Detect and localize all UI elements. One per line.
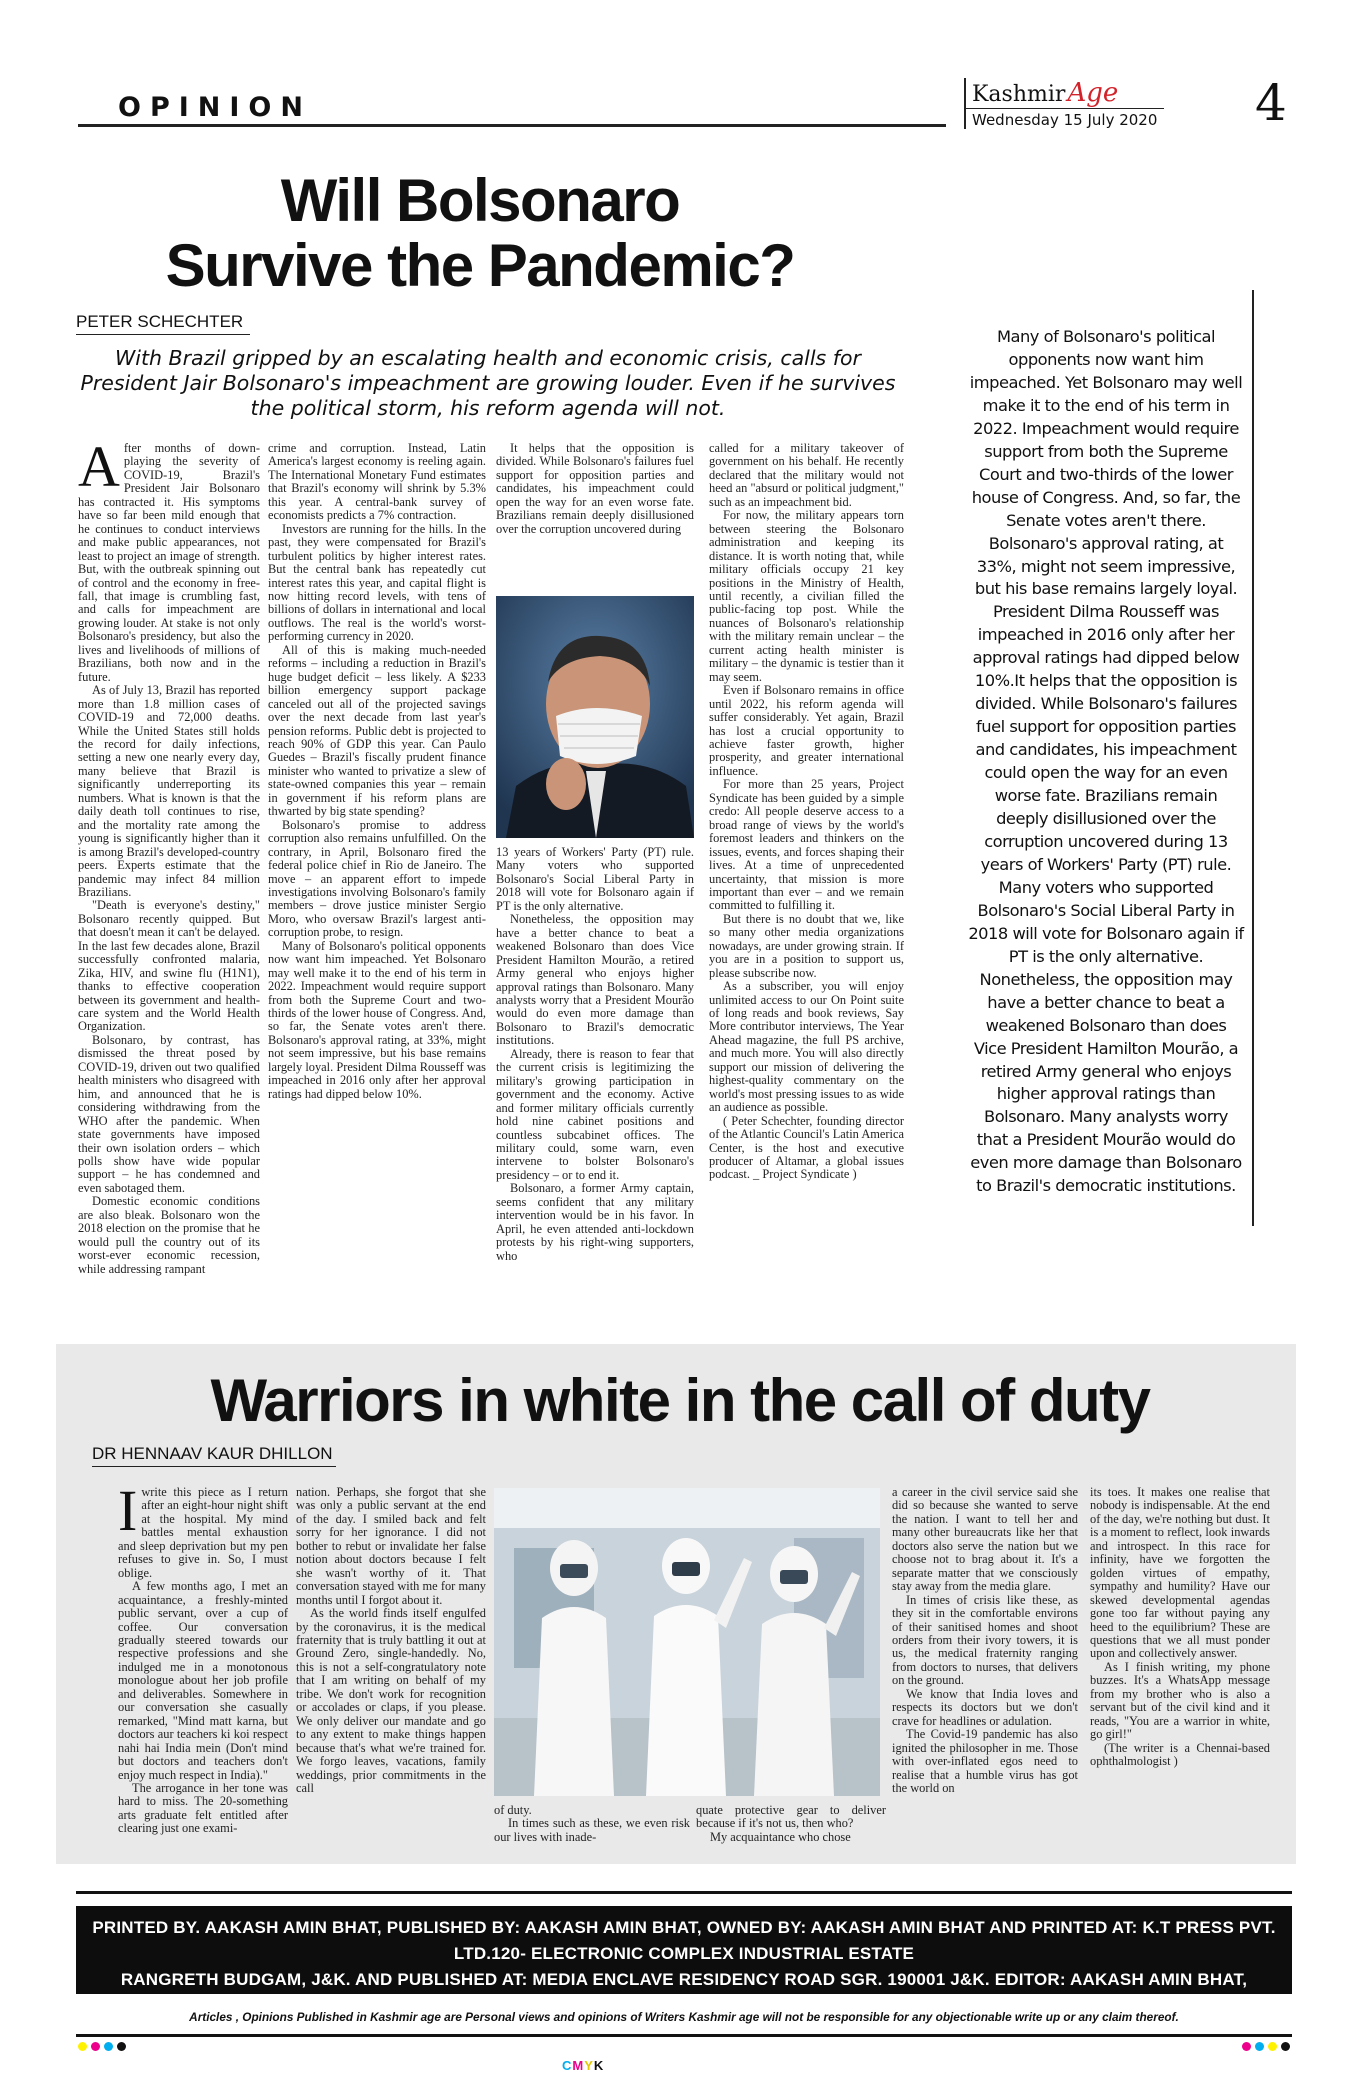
article2-column-4 <box>696 1804 886 1850</box>
article1-headline <box>120 168 840 298</box>
article1-column-1 <box>78 442 260 1302</box>
imprint-line-2: RANGRETH BUDGAM, J&K. AND PUBLISHED AT: MEDIA ENCLAVE RESIDENCY ROAD SGR. 190001 J&K. EDITOR: AAKASH AMIN BHAT, JKENG/2006/23952 <box>120 1970 1248 2015</box>
magenta-dot-icon <box>1242 2042 1251 2051</box>
article1-column-2 <box>268 442 486 1302</box>
masthead-logo <box>964 78 1164 108</box>
article2-dropcap: I <box>118 1486 138 1543</box>
pullquote: Many of Bolsonaro's political opponents now want him impeached. Yet Bolsonaro may well make it to the end of his term in 2022. Impeachment would require support from both the Supreme Court and two-thirds of the lower house of Congress. And, so far, the Senate votes aren't there. Bolsonaro's approval rating, at 33%, might not seem impressive, but his base remains largely loyal. President Dilma Rousseff was impeached in 2016 only after her approval ratings had dipped below 10%.It helps that the opposition is divided. While Bolsonaro's failures fuel support for opposition parties and candidates, his impeachment could open the way for an even worse fate. Brazilians remain deeply disillusioned over the corruption uncovered during 13 years of Workers' Party (PT) rule. Many voters who supported Bolsonaro's Social Liberal Party in 2018 will vote for Bolsonaro again if PT is the only alternative. Nonetheless, the opposition may have a better chance to beat a weakened Bolsonaro than does Vice President Hamilton Mourão, a retired Army general who enjoys higher approval ratings than Bolsonaro. Many analysts worry that a President Mourão would do even more damage than Bolsonaro to Brazil's democratic institutions. <box>968 327 1244 1196</box>
article1-column-3-top <box>496 442 694 592</box>
cmyk-c: C <box>562 2058 573 2073</box>
bolsonaro-photo <box>496 596 694 838</box>
article1-headline-line1: Will Bolsonaro <box>280 167 680 234</box>
imprint-block <box>76 1906 1292 2015</box>
yellow-dot-icon <box>1268 2042 1277 2051</box>
article1-paragraph: Already, there is reason to fear that the current crisis is legitimizing the military's growing participation in government and the economy. Active and former military officials currently hold nine cabinet positions and countless subcabinet offices. The military could, some warn, even intervene to bolster Bolsonaro's presidency – or to end it. <box>496 1046 694 1182</box>
cmyk-mark <box>562 2058 604 2073</box>
imprint-line-1: PRINTED BY. AAKASH AMIN BHAT, PUBLISHED BY: AAKASH AMIN BHAT, OWNED BY: AAKASH AMIN BHAT AND PRINTED AT: K.T PRESS PVT. LTD.120- ELECTRONIC COMPLEX INDUSTRIAL ESTATE <box>92 1918 1276 1963</box>
article1-paragraph: After months of down-playing the severity of COVID-19, Brazil's President Jair Bolsonaro has contracted it. His symptoms have so far been mild enough that he continues to conduct interviews and make public appearances, not least to project an image of strength. But, with the outbreak spinning out of control and the economy in free-fall, that image is crumbling fast, and calls for impeachment are growing louder. At stake is not only Bolsonaro's presidency, but also the lives and livelihoods of millions of Brazilians, both now and in the future. <box>78 442 260 684</box>
article1-paragraph: But there is no doubt that we, like so many other media organizations nowadays, are under growing strain. If you are in a position to support us, please subscribe now. <box>709 911 904 980</box>
disclaimer: Articles , Opinions Published in Kashmir age are Personal views and opinions of Writers Kashmir age will not be responsible for any objectionable write up or any claim thereof. <box>189 2010 1179 2024</box>
article1-paragraph: Nonetheless, the opposition may have a better chance to beat a weakened Bolsonaro than does Vice President Hamilton Mourão, a retired Army general who enjoys higher approval ratings than Bolsonaro. Many analysts worry that a President Mourão would do even more damage than Bolsonaro to Brazil's democratic institutions. <box>496 912 694 1048</box>
article2-column-6 <box>1090 1486 1270 1846</box>
article1-paragraph: Many of Bolsonaro's political opponents now want him impeached. Yet Bolsonaro may well make it to the end of his term in 2022. Impeachment would require support from both the Supreme Court and two-thirds of the lower house of Congress. And, so far, the Senate votes aren't there. Bolsonaro's approval rating, at 33%, might not seem impressive, but his base remains largely loyal. President Dilma Rousseff was impeached in 2016 only after her approval ratings had dipped below 10%. <box>268 938 486 1101</box>
bolsonaro-photo-illustration <box>496 596 694 838</box>
issue-date: Wednesday 15 July 2020 <box>964 108 1164 129</box>
article1-paragraph: As a subscriber, you will enjoy unlimited access to our On Point suite of long reads and book reviews, Say More contributor interviews, The Year Ahead magazine, the full PS archive, and much more. You will also directly support our mission of delivering the highest-quality commentary on the world's most pressing issues to as wide an audience as possible. <box>709 979 904 1115</box>
article1-paragraph: For more than 25 years, Project Syndicate has been guided by a simple credo: All people deserve access to a broad range of views by the world's foremost leaders and thinkers on the issues, events, and forces shaping their lives. At a time of unprecedented uncertainty, that mission is more important than ever – and we remain committed to fulfilling it. <box>709 777 904 913</box>
article1-paragraph: Even if Bolsonaro remains in office until 2022, his reform agenda will suffer considerably. Yet again, Brazil has lost a crucial opportunity to achieve faster growth, higher prosperity, and greater international influence. <box>709 683 904 778</box>
article2-column-1 <box>118 1486 288 1846</box>
black-dot-icon <box>1281 2042 1290 2051</box>
masthead-age: Age <box>1067 78 1119 108</box>
article2-paragraph: A few months ago, I met an acquaintance, a freshly-minted public servant, over a cup of coffee. Our conversation gradually steered towards our respective professions and she indulged me in a monotonous monologue about her job profile and deliverables. Somewhere in our conversation she casually remarked, "Mind matt karna, but doctors aur teachers ki koi respect nahi hai India mein (Don't mind but doctors and teachers don't enjoy much respect in India)." <box>118 1579 288 1782</box>
article1-column-3-bottom <box>496 846 694 1302</box>
article1-author-note: ( Peter Schechter, founding director of the Atlantic Council's Latin America Center, is the host and executive producer of Altamar, a global issues podcast. _ Project Syndicate ) <box>709 1113 904 1182</box>
cmyk-y: Y <box>584 2058 594 2073</box>
registration-marks-right <box>1242 2042 1290 2051</box>
cyan-dot-icon <box>104 2042 113 2051</box>
article2-column-5 <box>892 1486 1078 1846</box>
article2-paragraph: a career in the civil service said she did so because she wanted to serve the nation. I want to tell her and many other bureaucrats like her that doctors also serve the nation but we choose not to brag about it. It's a separate matter that we consciously stay away from the media glare. <box>892 1486 1078 1594</box>
black-dot-icon <box>117 2042 126 2051</box>
yellow-dot-icon <box>78 2042 87 2051</box>
doctors-ppe-photo-illustration <box>494 1488 880 1796</box>
doctors-ppe-photo <box>494 1488 880 1796</box>
footer-rule-bottom <box>76 2034 1292 2037</box>
cmyk-k: K <box>593 2058 605 2073</box>
article1-dropcap: A <box>78 442 120 499</box>
article2-paragraph: As I finish writing, my phone buzzes. It's a WhatsApp message from my brother who is also a servant but of the civil kind and it reads, "You are a warrior in white, go girl!" <box>1090 1659 1270 1742</box>
article1-paragraph: Domestic economic conditions are also bleak. Bolsonaro won the 2018 election on the promise that he would pull the country out of its worst-ever economic recession, while addressing rampant <box>78 1194 260 1276</box>
article2-paragraph: As the world finds itself engulfed by the coronavirus, it is the medical fraternity that is truly battling it out at Ground Zero, single-handedly. No, this is not a self-congratulatory note that I am writing on behalf of my tribe. We don't work for recognition or accolades or claps, if you please. We only deliver our mandate and go to any extent to make things happen because that's what we're trained for. We forgo leaves, vacations, family weddings, prior commitments in the call <box>296 1606 486 1795</box>
article2-author-note: (The writer is a Chennai-based ophthalmologist ) <box>1090 1740 1270 1769</box>
article1-paragraph: All of this is making much-needed reforms – including a reduction in Brazil's huge budget deficit – less likely. A $233 billion emergency support package canceled out all of the projected savings over the next decade from last year's pension reforms. Public debt is projected to reach 90% of GDP this year. Can Paulo Guedes – Brazil's fiscally prudent finance minister who wanted to privatize a slew of state-owned companies this year – remain in government if his reform plans are thwarted by big state spending? <box>268 642 486 819</box>
footer-rule-top <box>76 1891 1292 1894</box>
article2-paragraph: of duty. <box>494 1804 532 1817</box>
article1-column-4 <box>709 442 904 1302</box>
article1-paragraph: Bolsonaro's promise to address corruption also remains unfulfilled. On the contrary, in April, Bolsonaro fired the federal police chief in Rio de Janeiro. The move – an apparent effort to impede investigations involving Bolsonaro's family members – drove justice minister Sergio Moro, who oversaw Brazil's largest anti-corruption probe, to resign. <box>268 817 486 940</box>
article1-paragraph: Investors are running for the hills. In the past, they were compensated for Brazil's turbulent politics by higher interest rates. But the central bank has repeatedly cut interest rates this year, and capital flight is now hitting record levels, with tens of billions of dollars in international and local outflows. The real is the world's worst-performing currency in 2020. <box>268 521 486 644</box>
page-number: 4 <box>1255 74 1287 132</box>
article2-paragraph: nation. Perhaps, she forgot that she was only a public servant at the end of the day. I smiled back and felt sorry for her ignorance. I did not bother to rebut or invalidate her false notion about doctors because I felt she wasn't worthy of it. That conversation stayed with me for many months until I forgot about it. <box>296 1486 486 1607</box>
cyan-dot-icon <box>1255 2042 1264 2051</box>
pullquote-rule <box>1252 290 1254 1226</box>
article2-headline: Warriors in white in the call of duty <box>210 1367 1150 1434</box>
article1-paragraph: crime and corruption. Instead, Latin America's largest economy is reeling again. The International Monetary Fund estimates that Brazil's economy will shrink by 5.3% this year. A central-bank survey of economists predicts a 7% contraction. <box>268 442 486 523</box>
article2-column-3 <box>494 1804 690 1850</box>
article2-paragraph: its toes. It makes one realise that nobody is indispensable. At the end of the day, we're nothing but dust. It is a moment to reflect, look inwards and introspect. In this race for infinity, have we forgotten the golden virtues of empathy, sympathy and humility? Have our skewed developmental agendas gone too far without paying any heed to the equilibrium? These are questions that we all must ponder upon and collectively answer. <box>1090 1486 1270 1661</box>
article2-paragraph: We know that India loves and respects its doctors but we don't crave for headlines or adulation. <box>892 1686 1078 1728</box>
article1-paragraph: called for a military takeover of government on his behalf. He recently declared that the military would not heed an "absurd or political judgment," such as an impeachment bid. <box>709 442 904 509</box>
article1-paragraph: It helps that the opposition is divided. While Bolsonaro's failures fuel support for opposition parties and candidates, his impeachment could open the way for an even worse fate. Brazilians remain deeply disillusioned over the corruption uncovered during <box>496 442 694 536</box>
cmyk-m: M <box>572 2058 585 2073</box>
article2-paragraph: Iwrite this piece as I return after an eight-hour night shift at the hospital. My mind battles mental exhaustion and sleep deprivation but my pen refuses to give in. So, I must oblige. <box>118 1486 288 1580</box>
article2-paragraph: In times of crisis like these, as they sit in the comfortable environs of their sanitised homes and shoot orders from their ivory towers, it is us, the medical fraternity ranging from doctors to nurses, that delivers on the ground. <box>892 1592 1078 1688</box>
article2-paragraph: quate protective gear to deliver because if it's not us, then who? <box>696 1804 886 1831</box>
article1-paragraph: Bolsonaro, a former Army captain, seems confident that any military intervention would be in his favor. In April, he even attended anti-lockdown protests by his right-wing supporters, who <box>496 1181 694 1263</box>
article2-paragraph: The arrogance in her tone was hard to miss. The 20-something arts graduate felt entitled after clearing just one exami- <box>118 1780 288 1836</box>
article2-column-2 <box>296 1486 486 1846</box>
article1-paragraph: For now, the military appears torn between steering the Bolsonaro administration and keeping its distance. It is worth noting that, while military officials occupy 21 key positions in the Ministry of Health, until recently, a civilian filled the public-facing top post. While the nuances of Bolsonaro's relationship with the military remain unclear – the current acting health minister is military – the dynamic is testier than it may seem. <box>709 508 904 684</box>
magenta-dot-icon <box>91 2042 100 2051</box>
article1-paragraph: As of July 13, Brazil has reported more than 1.8 million cases of COVID-19 and 72,000 deaths. While the United States still holds the record for daily infections, setting a new one nearly every day, many believe that Brazil is significantly underreporting its numbers. What is known is that the daily death toll continues to rise, and the mortality rate among the young is significantly higher than it is among Brazil's developed-country peers. Experts estimate that the pandemic may infect 84 million Brazilians. <box>78 683 260 899</box>
article1-paragraph: 13 years of Workers' Party (PT) rule. Many voters who supported Bolsonaro's Social Liberal Party in 2018 will vote for Bolsonaro again if PT is the only alternative. <box>496 846 694 913</box>
registration-marks-left <box>78 2042 126 2051</box>
article1-deck: With Brazil gripped by an escalating health and economic crisis, calls for President Jair Bolsonaro's impeachment are growing louder. Even if he survives the political storm, his reform agenda will not. <box>80 346 896 420</box>
article2-paragraph: The Covid-19 pandemic has also ignited the philosopher in me. Those with over-inflated egos need to realise that a humble virus has got the world on <box>892 1727 1078 1795</box>
article2-paragraph: My acquaintance who chose <box>710 1829 851 1844</box>
section-label: OPINION <box>118 92 312 123</box>
article2-byline: DR HENNAAV KAUR DHILLON <box>92 1444 336 1467</box>
masthead-kashmir: Kashmir <box>972 82 1066 107</box>
article1-headline-line2: Survive the Pandemic? <box>165 232 795 299</box>
article2-paragraph: In times such as these, we even risk our lives with inade- <box>494 1816 690 1844</box>
article1-paragraph: Bolsonaro, by contrast, has dismissed the threat posed by COVID-19, driven out two qualified health ministers who disagreed with him, and announced that he is considering withdrawing from the WHO after the pandemic. When state governments have imposed their own isolation orders – which polls show have wide popular support – he has condemned and even sabotaged them. <box>78 1032 260 1195</box>
masthead <box>964 78 1164 129</box>
article1-byline: PETER SCHECHTER <box>76 312 250 335</box>
header-rule <box>78 124 946 127</box>
article1-paragraph: "Death is everyone's destiny," Bolsonaro recently quipped. But that doesn't mean it can't be delayed. In the last few decades alone, Brazil successfully confronted malaria, Zika, HIV, and swine flu (H1N1), thanks to effective cooperation between its government and health-care system and the World Health Organization. <box>78 898 260 1034</box>
